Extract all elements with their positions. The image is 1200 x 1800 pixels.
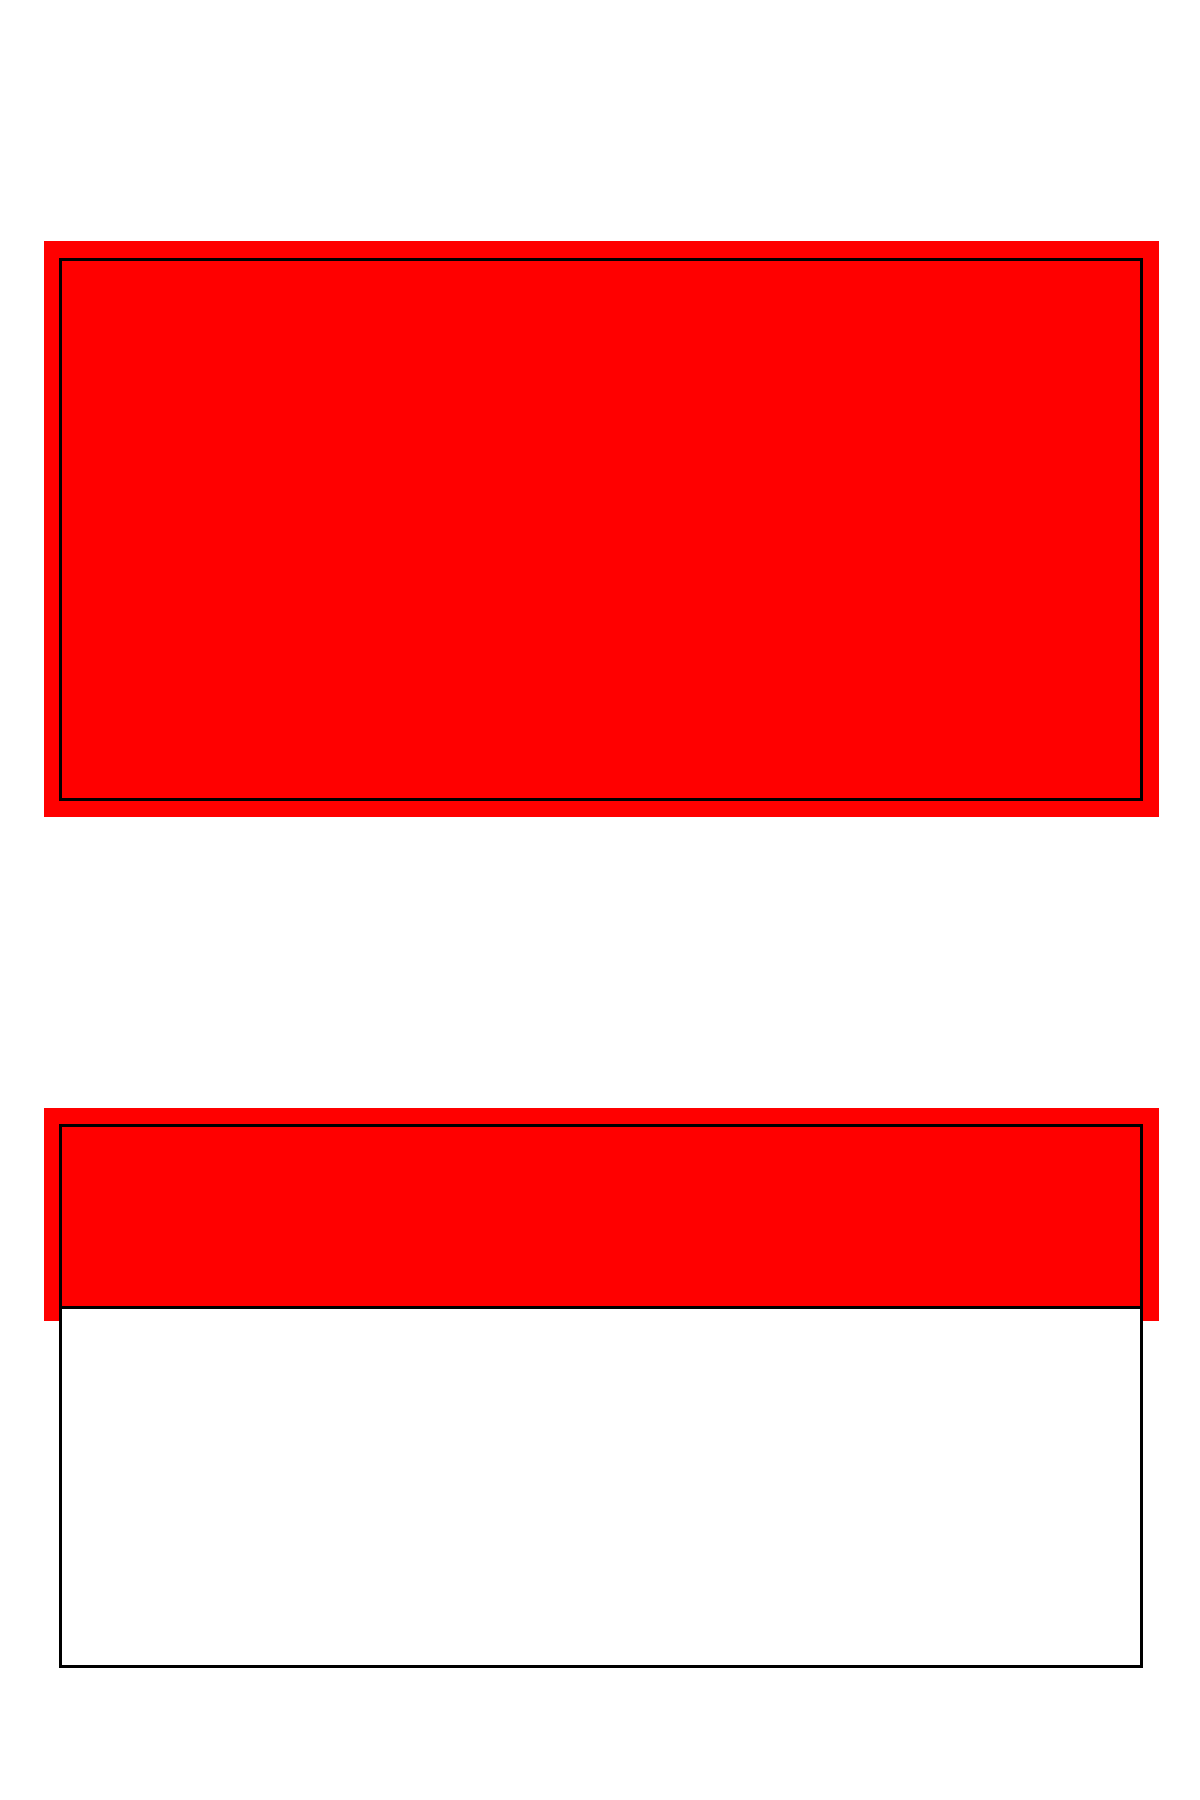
bottom-card-grid xyxy=(59,1124,1143,1307)
top-card-grid xyxy=(59,258,1143,801)
verb-grid xyxy=(59,1306,1143,1668)
